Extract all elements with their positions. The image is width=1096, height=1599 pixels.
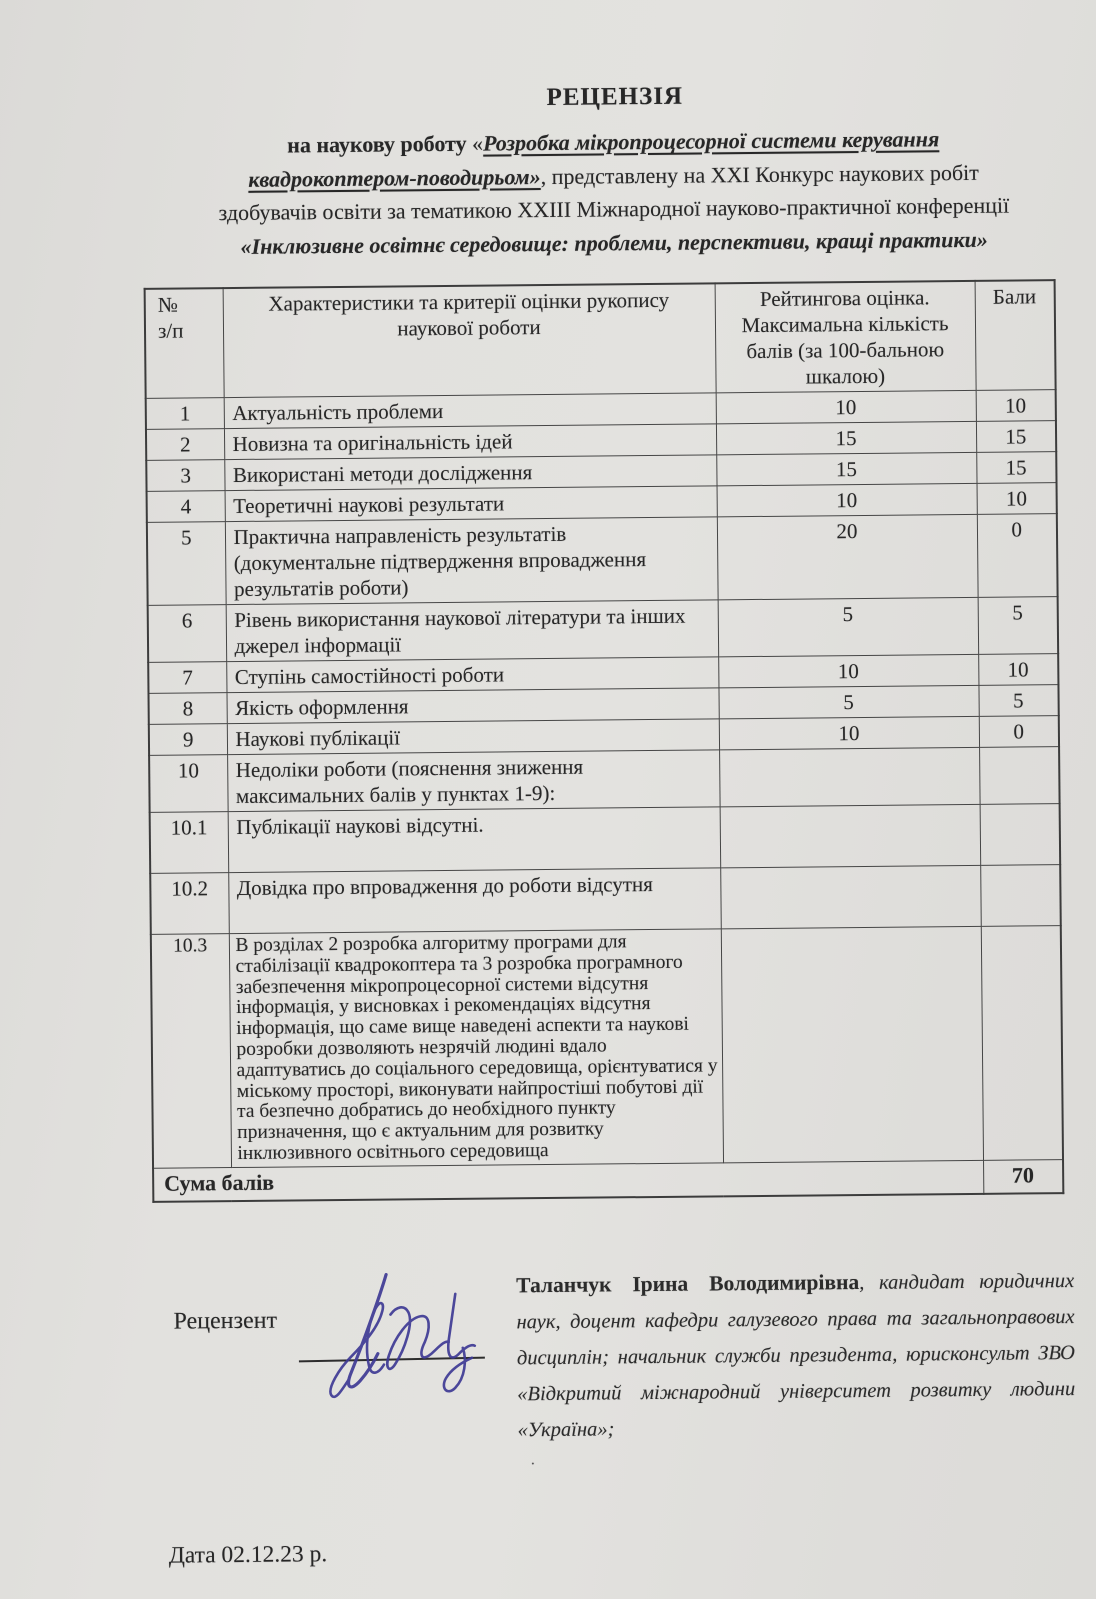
intro-segment: , представлену на XXI Конкурс наукових робіт здобувачів освіти за тематикою XXIII Міжнародної науково-практичної конференції <box>218 159 1010 226</box>
intro-segment: «Інклюзивне освітнє середовище: проблеми, перспективи, кращі практики» <box>240 226 988 259</box>
row-number-cell: 4 <box>147 491 225 523</box>
max-points-cell: 10 <box>717 483 977 516</box>
max-points-cell: 20 <box>717 514 978 599</box>
row-number-cell: 10.2 <box>150 873 229 935</box>
awarded-points-cell <box>980 804 1061 866</box>
awarded-points-cell: 5 <box>978 685 1058 717</box>
row-number-cell: 3 <box>146 460 224 492</box>
criteria-text-cell: Публікації наукові відсутні. <box>228 807 721 873</box>
criteria-table <box>144 279 1065 1202</box>
signature-section <box>6 1259 1096 1478</box>
row-number-cell: 9 <box>149 724 227 756</box>
criteria-text-cell: Теоретичні наукові результати <box>225 486 717 522</box>
table-header-row <box>145 280 1056 398</box>
max-points-cell <box>719 747 980 806</box>
max-points-cell <box>720 804 981 867</box>
awarded-points-cell: 0 <box>977 514 1058 598</box>
header-criteria: Характеристики та критерії оцінки рукопису наукової роботи <box>223 283 716 397</box>
awarded-points-cell <box>979 747 1060 805</box>
row-number-cell: 10.3 <box>151 934 231 1169</box>
max-points-cell <box>721 926 983 1162</box>
max-points-cell: 5 <box>718 685 978 718</box>
table-row <box>149 747 1060 813</box>
table-row <box>151 926 1063 1168</box>
criteria-text-cell: Ступінь самостійності роботи <box>226 657 718 693</box>
reviewer-label: Рецензент <box>173 1307 278 1335</box>
awarded-points-cell: 10 <box>977 483 1057 515</box>
row-number-cell: 5 <box>147 522 226 606</box>
awarded-points-cell: 15 <box>976 421 1056 453</box>
awarded-points-cell: 0 <box>979 716 1059 748</box>
max-points-cell <box>720 865 981 928</box>
date-line: Дата 02.12.23 р. <box>168 1540 328 1569</box>
intro-segment: Розробка мікропроцесорної системи керування квадрокоптером-поводирьом» <box>248 126 940 192</box>
document-title: РЕЦЕНЗІЯ <box>546 82 684 111</box>
sum-total-cell: 70 <box>983 1159 1063 1193</box>
max-points-cell: 15 <box>716 421 976 454</box>
criteria-text-cell: Довідка про впровадження до роботи відсутня <box>228 868 721 934</box>
table-row <box>150 804 1061 874</box>
signature-ink-scribble <box>290 1249 502 1419</box>
criteria-text-cell: Наукові публікації <box>227 719 719 755</box>
criteria-text-cell: Практична направленість результатів (документальне підтвердження впровадження результатів роботи) <box>225 517 718 605</box>
row-number-cell: 10.1 <box>150 812 229 874</box>
table-row <box>150 865 1061 935</box>
row-number-cell: 1 <box>146 398 224 430</box>
awarded-points-cell: 5 <box>978 597 1059 655</box>
table-row <box>147 514 1058 606</box>
header-row-number: № з/п <box>145 288 224 398</box>
reviewer-credentials: , кандидат юридичних наук, доцент кафедри галузевого права та загальноправових дисциплін; начальник служби президента, юрисконсульт ЗВО «Відкритий міжнародний університет розвитку людини «Україна»; <box>516 1269 1076 1442</box>
awarded-points-cell <box>981 926 1063 1161</box>
criteria-text-cell: Недоліки роботи (пояснення зниження максимальних балів у пунктах 1-9): <box>227 750 720 812</box>
intro-segment: « <box>471 130 484 156</box>
criteria-text-cell: В розділах 2 розробка алгоритму програми для стабілізації квадрокоптера та 3 розробка програмного забезпечення мікропроцесорної системи відсутня інформація, у висновках і рекомендаціях відсутня інформація, що саме вище наведені аспекти та наукові розробки дозволяють незрячій людині вдало адаптуватись до соціального середовища, орієнтуватися у міському просторі, виконувати найпростіші побутові дії та безпечно добратись до необхідного пункту призначення, що є актуальним для розвитку інклюзивного освітнього середовища <box>229 929 723 1167</box>
table-row <box>148 597 1059 663</box>
awarded-points-cell: 10 <box>976 390 1056 422</box>
row-number-cell: 8 <box>148 693 226 725</box>
criteria-text-cell: Рівень використання наукової літератури та інших джерел інформації <box>226 600 719 662</box>
stray-period-mark: . <box>530 1450 535 1468</box>
header-points: Бали <box>975 280 1056 390</box>
row-number-cell: 7 <box>148 662 226 694</box>
row-number-cell: 6 <box>148 605 227 663</box>
intro-segment: на наукову роботу <box>287 130 473 158</box>
header-rating: Рейтингова оцінка. Максимальна кількість балів (за 100-бальною шкалою) <box>715 281 976 393</box>
awarded-points-cell: 10 <box>978 654 1058 686</box>
max-points-cell: 15 <box>716 452 976 485</box>
criteria-text-cell: Якість оформлення <box>226 688 718 724</box>
criteria-text-cell: Актуальність проблеми <box>224 393 716 429</box>
awarded-points-cell <box>980 865 1061 927</box>
max-points-cell: 5 <box>718 597 979 656</box>
criteria-text-cell: Використані методи дослідження <box>224 455 716 491</box>
awarded-points-cell: 15 <box>976 452 1056 484</box>
sum-label-cell: Сума балів <box>153 1160 983 1201</box>
max-points-cell: 10 <box>718 654 978 687</box>
max-points-cell: 10 <box>716 390 976 423</box>
reviewer-name: Таланчук Ірина Володимирівна <box>516 1269 860 1298</box>
criteria-table-body <box>146 390 1063 1168</box>
reviewer-credentials-block <box>516 1262 1076 1448</box>
max-points-cell: 10 <box>719 716 979 749</box>
row-number-cell: 10 <box>149 755 228 813</box>
criteria-text-cell: Новизна та оригінальність ідей <box>224 424 716 460</box>
row-number-cell: 2 <box>146 429 224 461</box>
intro-paragraph <box>213 122 1014 264</box>
